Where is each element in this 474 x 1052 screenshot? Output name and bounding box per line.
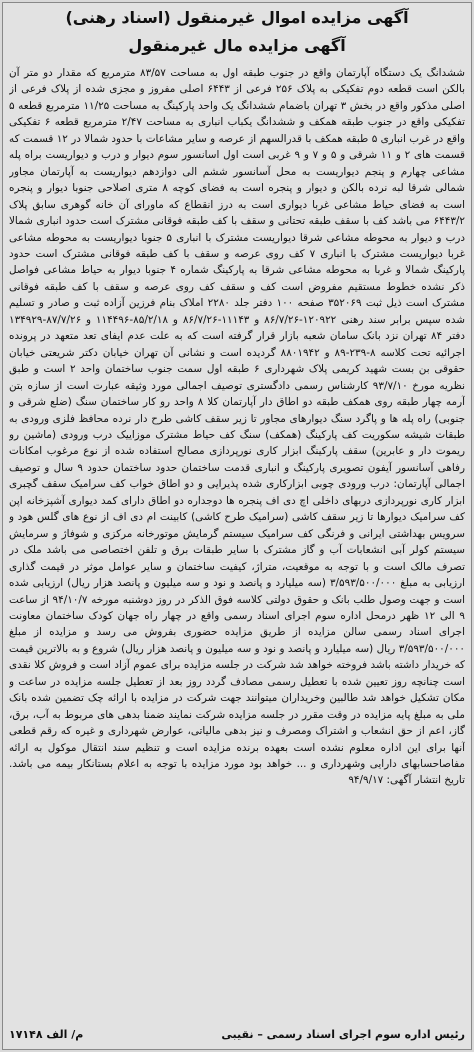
auction-notice (2, 2, 472, 1050)
notice-footer (9, 1023, 465, 1045)
notice-code: م/ الف ۱۷۱۴۸ (9, 1027, 84, 1041)
notice-body: ششدانگ یک دستگاه آپارتمان واقع در جنوب طبقه اول به مساحت ۸۳/۵۷ مترمربع که مقدار دو متر آن بالکن است قطعه دوم تفکیکی به پلاک ۲۵۶ فرعی از ۶۴۴۳ اصلی مفروز و مجزی شده از پلاک فرعی از اصلی مذکور واقع در بخش ۳ تهران باضمام ششدانگ یک واحد پارکینگ به مساحت ۱۱/۲۵ مترمربع قطعه ۵ تفکیکی واقع در جنوب طبقه همکف و ششدانگ یکباب انباری به مساحت ۲/۴۷ مترمربع قطعه ۶ تفکیکی واقع در غرب انباری ۵ طبقه همکف با قدرالسهم از عرصه و سایر مشاعات با حدود شمالا در ۱۲ قسمت که قسمت های ۲ و ۱۱ شرقی و ۵ و ۷ و ۹ غربی است اول اسانسور سوم دیوار و درب و دیواریست براه پله مشاعی چهارم و پنجم دیواریست به محل آسانسور ششم الی دوازدهم دیواریست به آپارتمان مجاور شمالی شرقا لبه نرده بالکن و دیوار و پنجره است به فضای کوچه ۸ متری اصلاحی جنوبا دیوار و پنجره است به فضای حیاط مشاعی غربا دیواری است به درز انقطاع که ماورای آن خانه گوهری سابق پلاک ۶۴۴۳/۲ می باشد کف با سقف طبقه تحتانی و سقف با کف طبقه فوقانی مشترک است حدود انباری شمالا درب و دیوار به محوطه مشاعی شرقا دیواریست مشترک با انباری ۵ جنوبا دیواریست به محوطه مشاعی غربا دیواریست مشترک با انباری ۷ کف روی عرصه و سقف با کف طبقه فوقانی مشترک است حدود پارکینگ شمالا و غربا به محوطه مشاعی شرقا به پارکینگ شماره ۴ جنوبا دیوار به حیاط مشاعی فواصل ذکر نشده خطوط مستقیم مفروض است کف و سقف کف روی عرصه و سقف با کف طبقه فوقانی مشترک است ذیل ثبت ۳۵۲۰۶۹ صفحه ۱۰۰ دفتر جلد ۲۲۸۰ املاک بنام فرزین آزاده ثبت و صادر و تسلیم شده سپس برابر سند رهنی ۱۲۰۹۲۲-۸۶/۷/۲۶ و ۱۱۱۴۳-۸۶/۷/۲۶ و ۸۵/۲/۱۸-۱۱۴۴۹۶ و ۸۷/۷/۲۶-۱۳۴۹۲۹ دفتر ۸۴ تهران نزد بانک سامان شعبه بازار قرار گرفته است که به علت عدم ایفای تعد متعهد در پرونده اجرائیه تحت کلاسه ۸-۲۳۹-۸۹ و ۸۸۰۱۹۴۲ گردیده است و نشانی آن تهران خیابان دکتر شریعتی خیابان حقوقی بن بست شهید کریمی پلاک شهرداری ۶ طبقه اول سمت جنوب ساختمان واحد ۲ است و طبق نظریه مورخ ۹۳/۷/۱۰ کارشناس رسمی دادگستری توصیف اجمالی مورد وثیقه عبارت است از سازه بتن آرمه چهار طبقه روی همکف طبقه دو اطاق دار آپارتمان کلا ۸ واحد رو کار ساختمان سنگ (ضلع شرقی و جنوبی) راه پله ها و پاگرد سنگ دیوارهای مجاور تا زیر سقف کاشی طرح دار نرده محافظ فلزی ورودی به طبقات شیشه سکوریت کف پارکینگ (همکف) سنگ کف حیاط مشترک موزاییک درب ورودی (ماشین رو ریموت دار و عابرین) سقف پارکینگ ابزار کاری نورپردازی مصالح استفاده شده از نوع مرغوب امکانات رفاهی آسانسور آیفون تصویری پارکینگ و انباری قدمت ساختمان حدود ساختمان حدود ۹ سال و توصیف اجمالی آپارتمان: درب ورودی چوبی ابزارکاری شده پذیرایی و دو اطاق خواب کف سرامیک سقف گچبری ابزار کاری نورپردازی دربهای داخلی اچ دی اف پنجره ها دوجداره دو اطاق دارای کمد دیواری آشپزخانه اپن کف سرامیک دیوارها تا زیر سقف کاشی (سرامیک طرح کاشی) کابینت ام دی اف از نوع های گلس هود و سرویس بهداشتی ایرانی و فرنگی کف سرامیک سیستم گرمایش موتورخانه مرکزی و شوفاژ و سرمایش سیستم کولر آبی انشعابات آب و گاز مشترک با سایر طبقات برق و تلفن اختصاصی می باشد ملک در تصرف مالک است و با توجه به موقعیت، متراژ، کیفیت ساختمان و سایر عوامل موثر در قیمت گذاری ارزیابی به مبلغ ۳/۵۹۳/۵۰۰/۰۰۰ (سه میلیارد و پانصد و نود و سه میلیون و پانصد هزار ریال) ارزیابی شده است و جهت وصول طلب بانک و حقوق دولتی کلاسه فوق الذکر در روز دوشنبه مورخه ۹۴/۱۰/۷ از ساعت ۹ الی ۱۲ ظهر درمحل اداره سوم اجرای اسناد رسمی واقع در چهار راه جهان کودک ساختمان معاونت اجرای اسناد رسمی سالن مزایده از طریق مزایده حضوری بفروش می رسد و مزایده از مبلغ ۳/۵۹۳/۵۰۰/۰۰۰ ریال (سه میلیارد و پانصد و نود و سه میلیون و پانصد هزار ریال) شروع و به بالاترین قیمت که خریدار داشته باشد فروخته خواهد شد شرکت در جلسه مزایده برای عموم آزاد است و فروش کلا نقدی است چنانچه روز تعیین شده با تعطیل رسمی مصادف گردد روز بعد از تعطیل جلسه مزایده در ساعت و مکان تشکیل خواهد شد طالبین وخریداران میتوانند جهت شرکت در مزایده با ارائه چک تضمین شده بانک ملی به مبلغ پایه مزایده در وقت مقرر در جلسه مزایده شرکت نمایند ضمنا بدهی های مربوط به آب، برق، گاز، اعم از حق انشعاب و اشتراک ومصرف و نیز بدهی مالیاتی، عوارض شهرداری و غیره که رقم قطعی آنها برای این اداره معلوم نشده است بعهده برنده مزایده است و تنظیم سند انتقال موکول به ارائه مفاصاحسابهای دارایی وشهرداری و ... خواهد بود مورد مزایده با توجه به اعلام بستانکار بیمه می باشد. تاریخ انتشار آگهی: ۹۴/۹/۱۷ (9, 67, 465, 787)
notice-title-main: آگهی مزایده اموال غیرمنقول (اسناد رهنی) (65, 8, 409, 27)
notice-title-sub: آگهی مزایده مال غیرمنقول (128, 36, 346, 55)
notice-signature: رئیس اداره سوم اجرای اسناد رسمی – نقیبی (221, 1027, 465, 1041)
